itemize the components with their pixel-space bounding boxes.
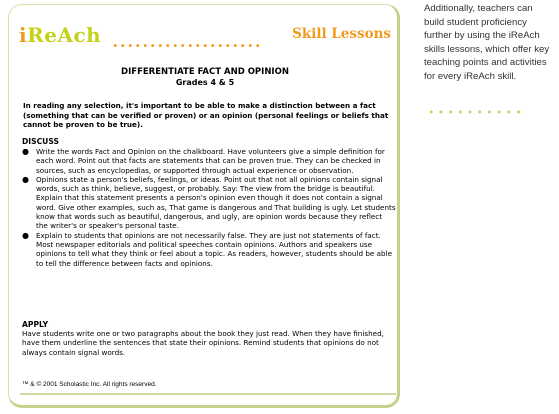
list-item (22, 175, 396, 231)
bullet-icon: ● (22, 230, 29, 240)
ireach-logo (19, 23, 101, 47)
apply-text: Have students write one or two paragraphs about the book they just read. When they have finished, have them underline the sentences that state their opinions. Remind students that opinions do not always contain signal words. (22, 329, 384, 357)
discuss-item-text: Write the words Fact and Opinion on the chalkboard. Have volunteers give a simple definition for each word. Point out that facts are statements that can be proven true. They can be checked in sources, such as encyclopedias, or supported through actual experience or observation. (36, 147, 385, 175)
lesson-title: DIFFERENTIATE FACT AND OPINION (121, 67, 289, 77)
discuss-item-text: Explain to students that opinions are not necessarily false. They are just not statements of fact. Most newspaper editorials and political speeches contain opinions. Authors and speakers use opinions to tell what they think or feel about a topic. As readers, however, students should be able to tell the difference between facts and opinions. (36, 230, 392, 268)
list-item (22, 231, 396, 268)
lesson-grades: Grades 4 & 5 (175, 78, 235, 87)
copyright-footer: ™ & © 2001 Scholastic Inc. All rights reserved. (22, 381, 157, 388)
list-item (22, 147, 396, 175)
bullet-icon: ● (22, 174, 29, 184)
discuss-list (22, 147, 396, 268)
apply-heading: APPLY (22, 320, 49, 329)
logo-text: ReAch (27, 23, 102, 47)
section-title: Skill Lessons (292, 26, 391, 42)
discuss-item-text: Opinions state a person's beliefs, feelings, or ideas. Point out that not all opinions contain signal words, such as think, believe, suggest, or probably. Say: The view from the bridge is beautiful. Explain that this statement presents a person's opinion even though it does not contain a signal word. Give other examples, such as, That game is dangerous and That building is ugly. Let students know that words such as beautiful, dangerous, and ugly, are opinion words because they reflect the writer's or speaker's personal taste. (36, 174, 396, 231)
header-dot-leader: .................... (113, 31, 263, 51)
sidebar-text: Additionally, teachers can build student proficiency further by using the iReAch skills lessons, which offer key teaching points and activities for every iReAch skill. (424, 3, 550, 82)
lesson-header (19, 17, 391, 51)
footer-divider (20, 393, 396, 395)
logo-i: i (19, 23, 28, 47)
sidebar-dot-divider: •••••••••• (428, 106, 525, 119)
discuss-heading: DISCUSS (22, 137, 59, 146)
bullet-icon: ● (22, 147, 29, 156)
lesson-intro: In reading any selection, it's important to be able to make a distinction between a fact (something that can be verified or proven) or an opinion (personal feelings or beliefs that cannot be proven to be true). (23, 101, 389, 130)
